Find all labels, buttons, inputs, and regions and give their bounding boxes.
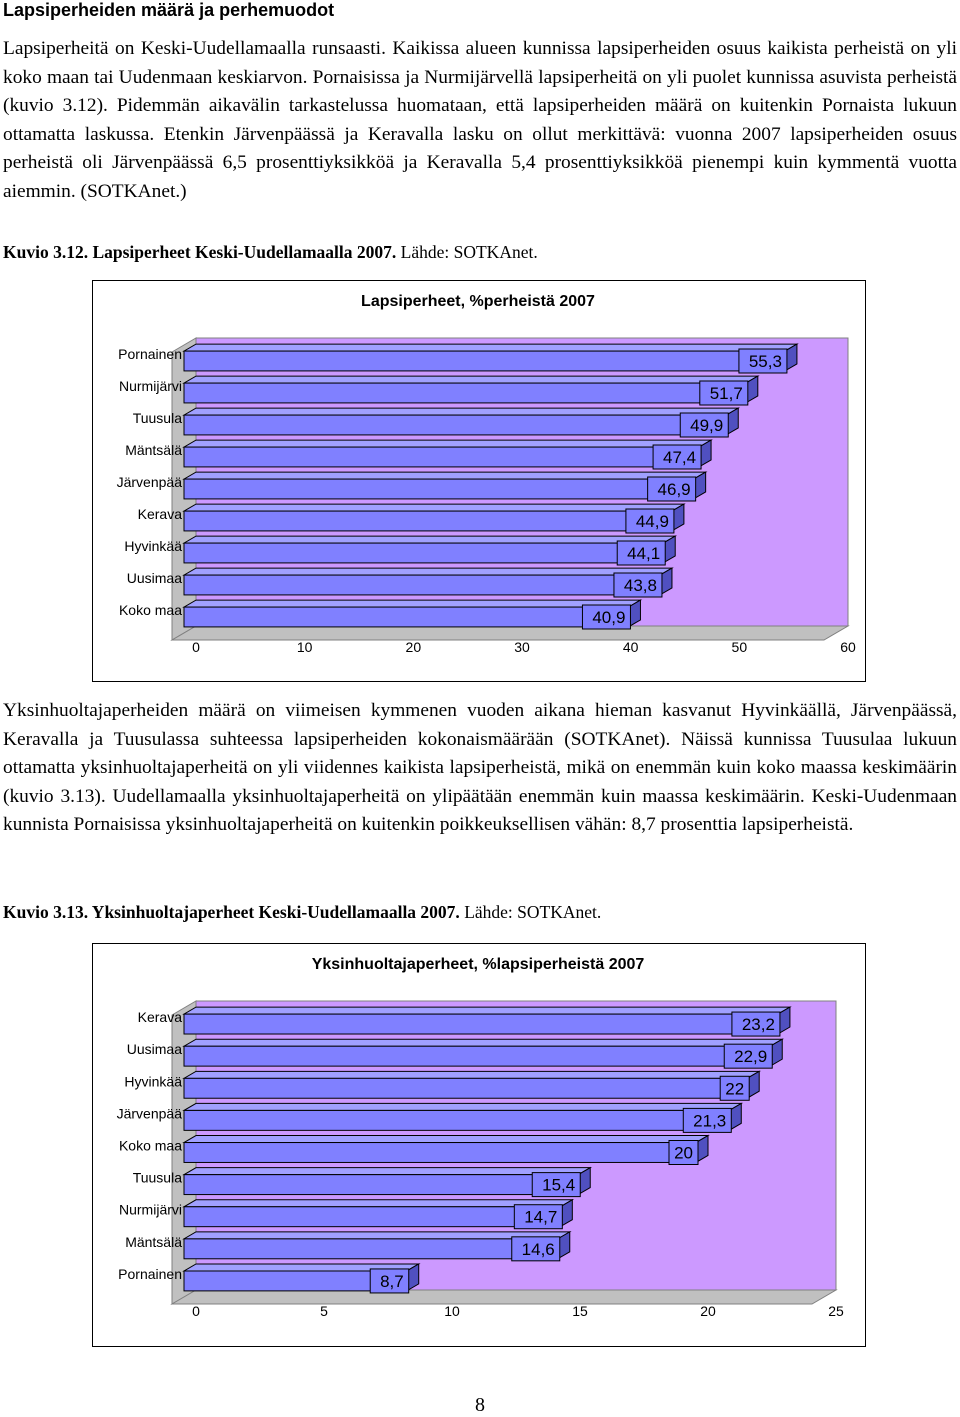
section-title: Lapsiperheiden määrä ja perhemuodot: [3, 0, 335, 20]
chart-title: Lapsiperheet, %perheistä 2007: [361, 293, 595, 310]
paragraph-single-parents: Yksinhuoltajaperheiden määrä on viimeisen kymmenen vuoden aikana hieman kasvanut Hyvinkäällä, Järvenpäässä, Keravalla ja Tuusulassa suhteessa lapsiperheiden kokonaismäärään (SOTKAnet). Näissä kunnissa Tuusulaa lukuun ottamatta yksinhuoltajaperheitä on yli viidennes kaikista lapsiperheistä, mikä on enemmän kuin koko maassa keskimäärin (kuvio 3.13). Uudellamaalla yksinhuoltajaperheitä on ylipäätään enemmän kuin maassa keskimäärin. Keski-Uudenmaan kunnista Pornaisissa yksinhuoltajaperheitä on kuitenkin poikkeuksellisen vähän: 8,7 prosenttia lapsiperheistä.: [3, 700, 957, 836]
caption-bold: Kuvio 3.13. Yksinhuoltajaperheet Keski-Uudellamaalla 2007.: [3, 902, 460, 922]
x-tick-label: 40: [622, 639, 639, 655]
bar: [184, 1110, 729, 1130]
x-tick-label: 20: [405, 639, 422, 655]
bar-top-face: [184, 1136, 708, 1143]
x-tick-label: 15: [572, 1303, 588, 1319]
caption-source: Lähde: SOTKAnet.: [459, 902, 602, 922]
x-tick-label: 20: [700, 1303, 716, 1319]
bar: [184, 1078, 747, 1098]
value-label: 47,4: [662, 448, 697, 467]
bar: [184, 1014, 778, 1034]
category-label: Mäntsälä: [125, 1233, 182, 1250]
category-label: Nurmijärvi: [119, 378, 182, 394]
value-label: 46,9: [657, 480, 691, 499]
value-label: 14,7: [524, 1207, 558, 1227]
value-label: 55,3: [748, 352, 782, 371]
category-label: Pornainen: [118, 1265, 182, 1282]
category-label: Mäntsälä: [125, 442, 182, 458]
value-label: 49,9: [690, 416, 724, 435]
x-tick-label: 50: [731, 639, 748, 655]
value-label: 20: [674, 1143, 693, 1163]
bar: [184, 1239, 558, 1259]
category-label: Tuusula: [132, 410, 182, 426]
category-label: Nurmijärvi: [119, 1201, 182, 1218]
value-label: 40,9: [592, 608, 626, 627]
category-label: Pornainen: [118, 346, 182, 362]
bar-top-face: [184, 1168, 590, 1175]
x-tick-label: 60: [840, 639, 856, 655]
value-label: 15,4: [542, 1175, 576, 1195]
paragraph-families: Lapsiperheitä on Keski-Uudellamaalla runsaasti. Kaikissa alueen kunnissa lapsiperheiden osuus kaikista perheistä on yli koko maan tai Uudenmaan keskiarvon. Pornaisissa ja Nurmijärvellä lapsiperheitä on yli puolet kunnissa asuvista perheistä (kuvio 3.12). Pidemmän aikavälin tarkastelussa huomataan, että lapsiperheiden määrä on kuitenkin Pornaista lukuun ottamatta laskussa. Etenkin Järvenpäässä ja Keravalla lasku on ollut merkittävä: vuonna 2007 lapsiperheiden osuus perheistä oli Järvenpäässä 6,5 prosenttiyksikköä ja Keravalla 5,4 prosenttiyksikköä pienempi kuin kymmentä vuotta aiemmin. (SOTKAnet.): [3, 38, 957, 202]
caption-bold: Kuvio 3.12. Lapsiperheet Keski-Uudellamaalla 2007.: [3, 242, 397, 262]
caption-source: Lähde: SOTKAnet.: [396, 242, 538, 262]
x-tick-label: 10: [444, 1303, 460, 1319]
x-tick-label: 0: [192, 639, 200, 655]
x-tick-label: 30: [514, 639, 530, 655]
bar: [184, 1175, 578, 1195]
bar-top-face: [184, 1103, 741, 1110]
category-label: Kerava: [137, 506, 182, 522]
chart-title: Yksinhuoltajaperheet, %lapsiperheistä 2007: [311, 956, 645, 973]
value-label: 21,3: [693, 1111, 727, 1131]
value-label: 22,9: [734, 1047, 768, 1067]
category-label: Hyvinkää: [124, 538, 182, 554]
category-label: Tuusula: [132, 1169, 182, 1186]
value-label: 44,1: [627, 544, 661, 563]
category-label: Koko maa: [118, 1137, 182, 1154]
bar-top-face: [184, 1039, 782, 1046]
category-label: Kerava: [137, 1009, 182, 1026]
value-label: 22: [725, 1079, 745, 1099]
bar: [184, 1143, 696, 1163]
value-label: 51,7: [709, 384, 743, 403]
category-label: Koko maa: [118, 602, 182, 618]
plot-floor: [172, 1290, 836, 1304]
x-tick-label: 10: [296, 639, 313, 655]
category-label: Järvenpää: [116, 474, 182, 490]
x-tick-label: 25: [828, 1303, 844, 1319]
value-label: 23,2: [741, 1015, 775, 1035]
page-number: 8: [475, 1394, 485, 1416]
value-label: 43,8: [623, 576, 657, 595]
value-label: 44,9: [635, 512, 669, 531]
value-label: 14,6: [521, 1239, 555, 1259]
category-label: Uusimaa: [126, 570, 182, 586]
value-label: 8,7: [380, 1271, 404, 1291]
bar-top-face: [184, 1071, 759, 1078]
category-label: Hyvinkää: [124, 1073, 182, 1090]
bar: [184, 1046, 770, 1066]
category-label: Uusimaa: [126, 1041, 182, 1058]
x-tick-label: 5: [320, 1303, 328, 1319]
x-tick-label: 0: [192, 1303, 200, 1319]
bar: [184, 1207, 560, 1227]
category-label: Järvenpää: [116, 1105, 182, 1122]
bar-top-face: [184, 1007, 790, 1014]
